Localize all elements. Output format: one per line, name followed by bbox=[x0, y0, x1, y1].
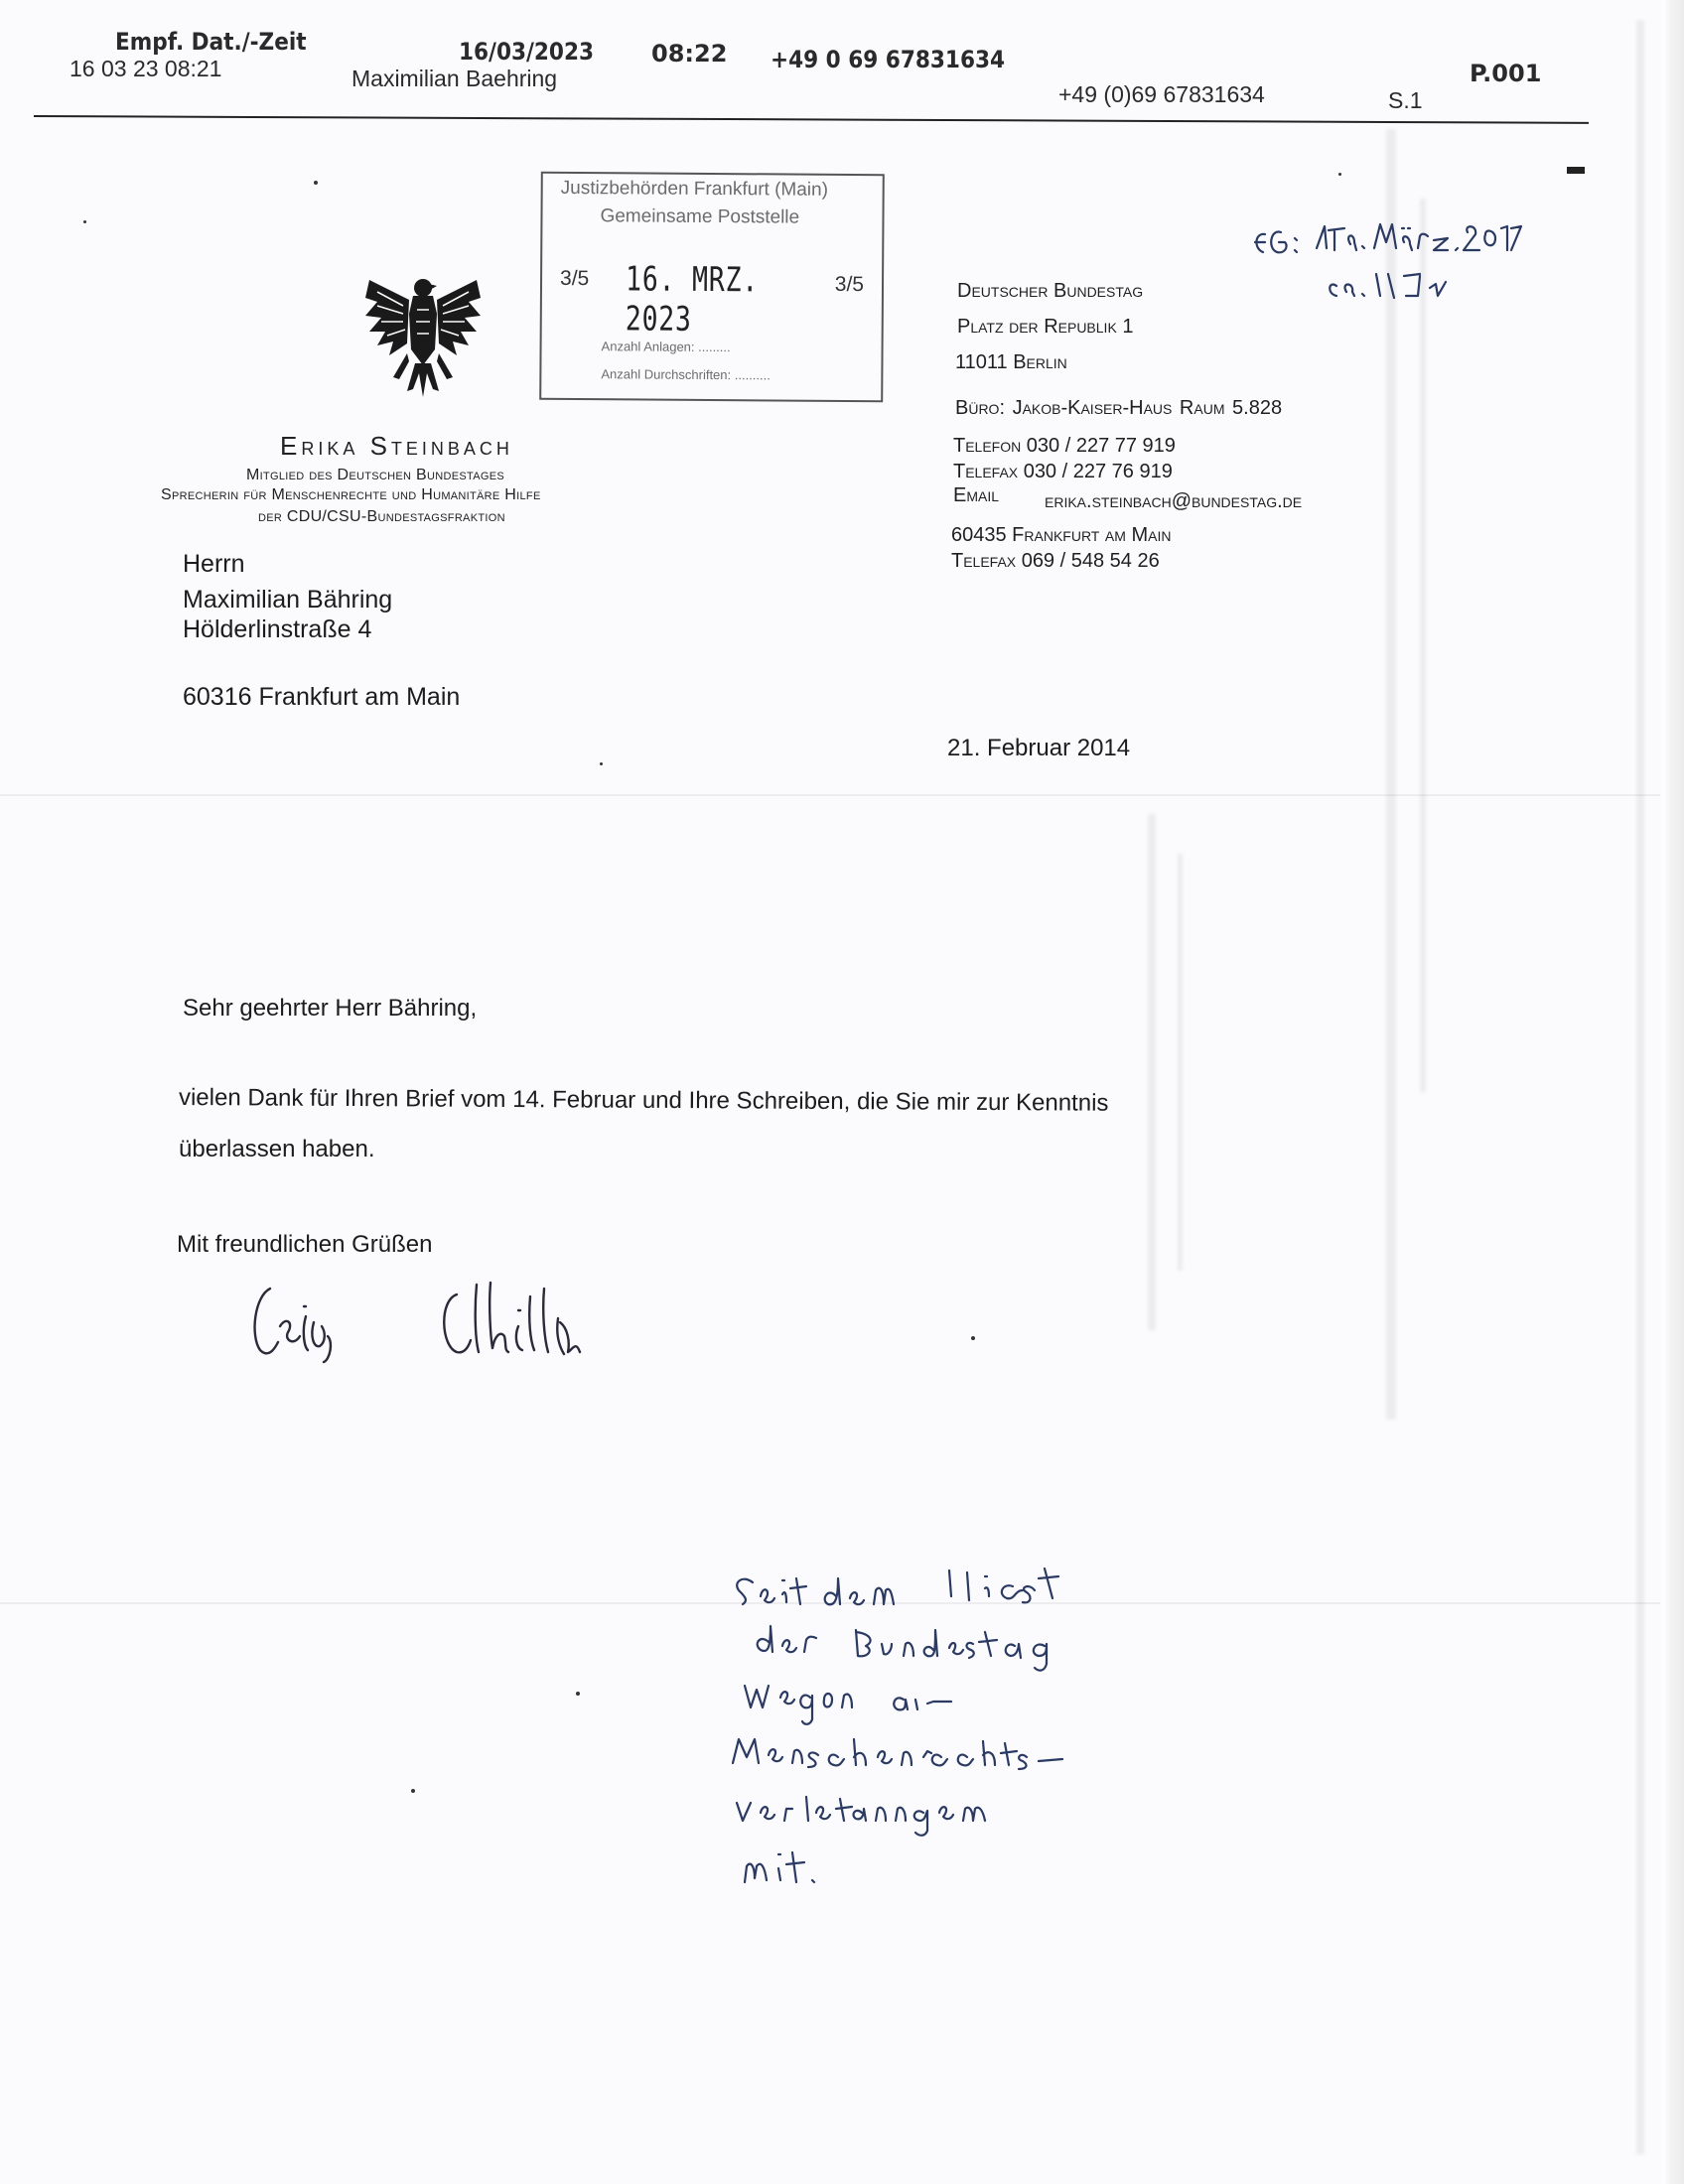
fax-sender-name: Maximilian Baehring bbox=[351, 66, 558, 91]
fax-sender-number: +49 0 69 67831634 bbox=[771, 46, 1006, 73]
stamp-authority: Justizbehörden Frankfurt (Main) bbox=[560, 177, 829, 201]
stamp-copies: Anzahl Durchschriften: .......... bbox=[601, 366, 771, 383]
scan-speck bbox=[83, 220, 86, 223]
recipient-salutation: Herrn bbox=[183, 550, 245, 578]
scan-speck bbox=[314, 181, 318, 185]
sender-title-spokesperson: Sprecherin für Menschenrechte und Humanitäre Hilfe bbox=[161, 486, 541, 503]
fax-sent-date: 16/03/2023 bbox=[459, 38, 595, 66]
recipient-street: Hölderlinstraße 4 bbox=[183, 615, 372, 643]
scan-speck bbox=[411, 1789, 415, 1793]
local-office-fax: Telefax 069 / 548 54 26 bbox=[951, 550, 1160, 572]
fax-header-rule-end bbox=[1567, 167, 1585, 174]
office-room: Büro: Jakob-Kaiser-Haus Raum 5.828 bbox=[955, 397, 1283, 419]
fax-page-number: P.001 bbox=[1470, 60, 1542, 87]
office-organization: Deutscher Bundestag bbox=[957, 280, 1144, 302]
office-city: 11011 Berlin bbox=[955, 351, 1067, 373]
scan-streak bbox=[1636, 20, 1644, 2154]
fax-sent-time: 08:22 bbox=[651, 40, 728, 68]
scan-speck bbox=[600, 762, 603, 765]
recipient-city: 60316 Frankfurt am Main bbox=[183, 683, 461, 711]
sender-title-faction: der CDU/CSU-Bundestagsfraktion bbox=[258, 508, 505, 525]
fax-number: +49 (0)69 67831634 bbox=[1058, 81, 1265, 107]
handwritten-bottom-note bbox=[725, 1561, 1261, 1898]
scan-speck bbox=[1338, 173, 1341, 176]
scan-streak bbox=[1178, 854, 1183, 1271]
stamp-date: 16. MRZ. 2023 bbox=[625, 259, 760, 340]
recipient-name: Maximilian Bähring bbox=[183, 586, 393, 614]
office-email-label: Email bbox=[953, 484, 1000, 506]
fold-line bbox=[0, 794, 1660, 796]
fax-received-value: 16 03 23 08:21 bbox=[70, 56, 222, 81]
scan-streak bbox=[1420, 199, 1426, 1092]
letter-closing: Mit freundlichen Grüßen bbox=[177, 1231, 433, 1258]
scan-streak bbox=[1386, 129, 1396, 1420]
letter-body-line-1: vielen Dank für Ihren Brief vom 14. Februar und Ihre Schreiben, die Sie mir zur Kenntnis bbox=[178, 1084, 1109, 1117]
scan-speck bbox=[576, 1692, 580, 1696]
scan-speck bbox=[971, 1336, 975, 1340]
stamp-counter-left: 3/5 bbox=[559, 266, 590, 291]
office-street: Platz der Republik 1 bbox=[957, 316, 1134, 338]
office-email[interactable]: erika.steinbach@bundestag.de bbox=[1045, 490, 1303, 512]
scan-streak bbox=[1148, 814, 1156, 1330]
sender-name: Erika Steinbach bbox=[280, 431, 513, 461]
stamp-office: Gemeinsame Poststelle bbox=[600, 205, 800, 228]
office-phone: Telefon 030 / 227 77 919 bbox=[953, 435, 1176, 457]
letter-body-line-2: überlassen haben. bbox=[179, 1136, 375, 1162]
federal-eagle-icon bbox=[363, 270, 483, 401]
letter-date: 21. Februar 2014 bbox=[947, 735, 1131, 761]
fax-page-marker: S.1 bbox=[1388, 87, 1423, 113]
scan-edge bbox=[1662, 0, 1684, 2184]
stamp-attachments: Anzahl Anlagen: ......... bbox=[601, 339, 731, 355]
office-fax: Telefax 030 / 227 76 919 bbox=[953, 461, 1173, 482]
local-office-city: 60435 Frankfurt am Main bbox=[951, 524, 1172, 546]
handwritten-receipt-note bbox=[1251, 205, 1648, 300]
receipt-stamp bbox=[539, 172, 885, 402]
sender-title-mdb: Mitglied des Deutschen Bundestages bbox=[246, 467, 504, 483]
stamp-counter-right: 3/5 bbox=[834, 272, 865, 297]
letter-greeting: Sehr geehrter Herr Bähring, bbox=[183, 995, 478, 1022]
fax-received-label: Empf. Dat./-Zeit bbox=[115, 28, 307, 56]
signature bbox=[244, 1267, 681, 1366]
